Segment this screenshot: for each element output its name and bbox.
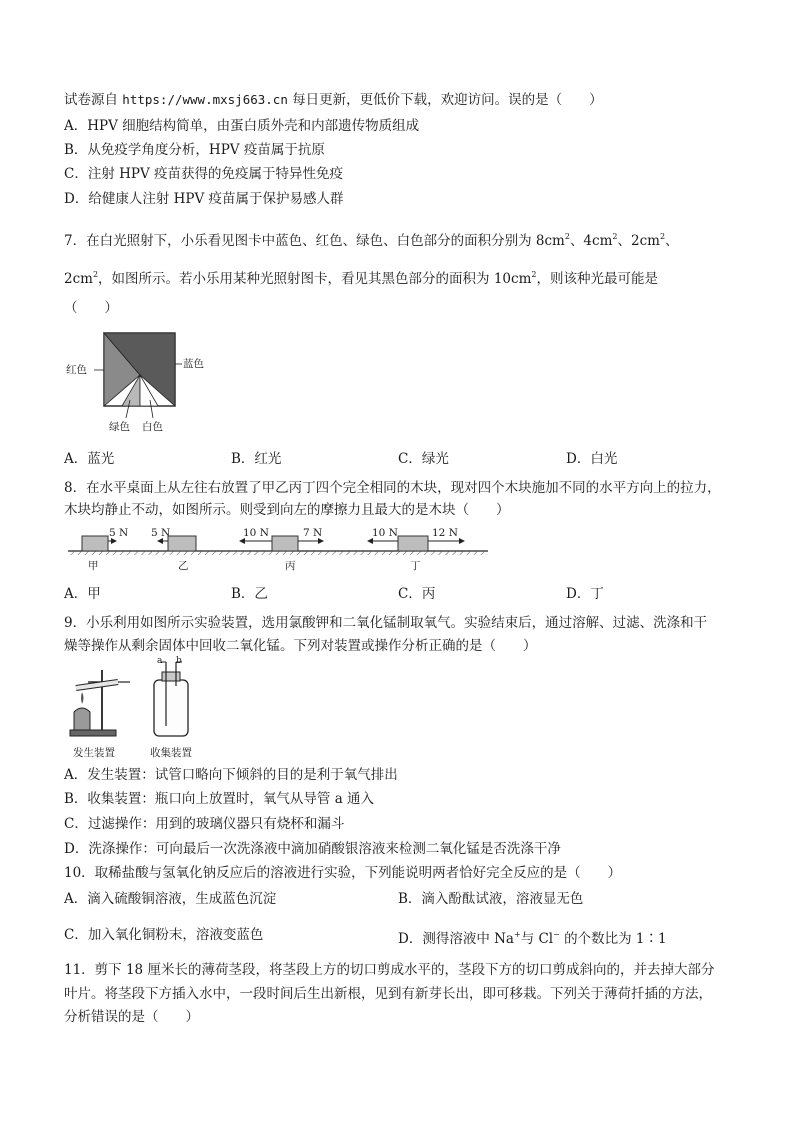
q10-option-d: D．测得溶液中 Na+与 Cl− 的个数比为 1∶1 (398, 930, 667, 947)
q7-option-a: A．蓝光 (64, 451, 115, 467)
alcohol-lamp-icon (74, 692, 90, 730)
tube-label-b: b (176, 656, 182, 666)
q8-option-d: D．丁 (566, 586, 604, 602)
q6-option-c: C．注射 HPV 疫苗获得的免疫属于特异性免疫 (64, 166, 344, 182)
q10-option-c: C．加入氧化铜粉末，溶液变蓝色 (64, 927, 264, 943)
force-yi: 5 N (151, 527, 171, 539)
q7-option-c: C．绿光 (398, 451, 449, 467)
force-ding-right: 12 N (432, 527, 458, 539)
q8-option-c: C．丙 (398, 586, 436, 602)
q8-stem-line2: 木块均静止不动，如图所示。则受到向左的摩擦力且最大的是木块（ ） (64, 502, 510, 518)
q7-stem-line1: 7．在白光照射下，小乐看见图卡中蓝色、红色、绿色、白色部分的面积分别为 $8cm^2$、$4cm^2$、$2cm^2$、 (64, 232, 679, 249)
q10-option-a: A．滴入硫酸铜溶液，生成蓝色沉淀 (64, 891, 277, 907)
blocks-figure (68, 522, 488, 572)
force-bing-left: 10 N (243, 527, 269, 539)
q6-option-d: D．给健康人注射 HPV 疫苗属于保护易感人群 (64, 191, 344, 207)
apparatus-figure (66, 660, 206, 742)
color-card-figure (60, 330, 210, 435)
q7-option-d: D．白光 (566, 451, 618, 467)
label-blue: 蓝色 (183, 358, 204, 370)
q10-stem: 10．取稀盐酸与氢氧化钠反应后的溶液进行实验，下列能说明两者恰好完全反应的是（ ） (64, 865, 622, 881)
q6-option-a: A．HPV 细胞结构简单，由蛋白质外壳和内部遗传物质组成 (64, 118, 420, 134)
block-label-yi: 乙 (178, 560, 189, 572)
q10-option-b: B．滴入酚酞试液，溶液显无色 (398, 891, 584, 907)
test-tube-icon (76, 682, 130, 688)
force-jia: 5 N (109, 527, 129, 539)
q6-option-b: B．从免疫学角度分析，HPV 疫苗属于抗原 (64, 142, 325, 158)
q11-stem-line3: 分析错误的是（ ） (64, 1009, 199, 1025)
label-generation-apparatus: 发生装置 (73, 747, 115, 759)
q9-option-a: A．发生装置：试管口略向下倾斜的目的是利于氧气排出 (64, 767, 398, 783)
stand-base-icon (70, 730, 116, 736)
q11-stem-line2: 叶片。将茎段下方插入水中，一段时间后生出新根，见到有新芽长出，即可移栽。下列关于薄荷扦插的方法， (64, 986, 712, 1002)
header-line (64, 91, 603, 109)
block-label-jia: 甲 (88, 560, 99, 572)
q8-stem-line1: 8．在水平桌面上从左往右放置了甲乙丙丁四个完全相同的木块，现对四个木块施加不同的水平方向上的拉力， (64, 480, 721, 496)
q9-stem-line2: 燥等操作从剩余固体中回收二氧化锰。下列对装置或操作分析正确的是（ ） (64, 638, 537, 654)
q7-stem-line2: $2cm^2$，如图所示。若小乐用某种光照射图卡，看见其黑色部分的面积为 $10cm^2$，则该种光最可能是 (64, 270, 658, 287)
block-jia (82, 536, 108, 551)
force-ding-left: 10 N (372, 527, 398, 539)
q9-stem-line1: 9．小乐利用如图所示实验装置，选用氯酸钾和二氧化锰制取氧气。实验结束后，通过溶解、过滤、洗涤和干 (64, 615, 708, 631)
header-suffix: 每日更新，更低价下载，欢迎访问。误的是（ ） (287, 92, 603, 108)
q11-stem-line1: 11．剪下 18 厘米长的薄荷茎段，将茎段上方的切口剪成水平的，茎段下方的切口剪成斜向的，并去掉大部分 (64, 962, 715, 978)
gas-bottle-icon (154, 662, 188, 736)
block-ding (398, 536, 428, 551)
q9-option-c: C．过滤操作：用到的玻璃仪器只有烧杯和漏斗 (64, 816, 345, 832)
q9-option-b: B．收集装置：瓶口向上放置时，氧气从导管 a 通入 (64, 791, 375, 807)
label-red: 红色 (66, 364, 87, 376)
block-bing (272, 536, 298, 551)
q8-option-a: A．甲 (64, 586, 101, 602)
block-label-ding: 丁 (410, 560, 421, 572)
q7-stem-line3: （ ） (64, 300, 118, 316)
header-prefix: 试卷源自 (64, 92, 123, 108)
force-bing-right: 7 N (303, 527, 323, 539)
tube-label-a: a (157, 656, 163, 666)
q9-option-d: D．洗涤操作：可向最后一次洗涤液中滴加硝酸银溶液来检测二氧化锰是否洗涤干净 (64, 841, 561, 857)
q8-option-b: B．乙 (231, 586, 268, 602)
block-label-bing: 丙 (285, 560, 296, 572)
source-url-link[interactable]: https://www.mxsj663.cn (122, 92, 288, 107)
label-collection-apparatus: 收集装置 (150, 747, 192, 759)
label-white: 白色 (142, 421, 163, 433)
q7-option-b: B．红光 (231, 451, 282, 467)
label-green: 绿色 (109, 421, 130, 433)
block-yi (168, 536, 196, 551)
